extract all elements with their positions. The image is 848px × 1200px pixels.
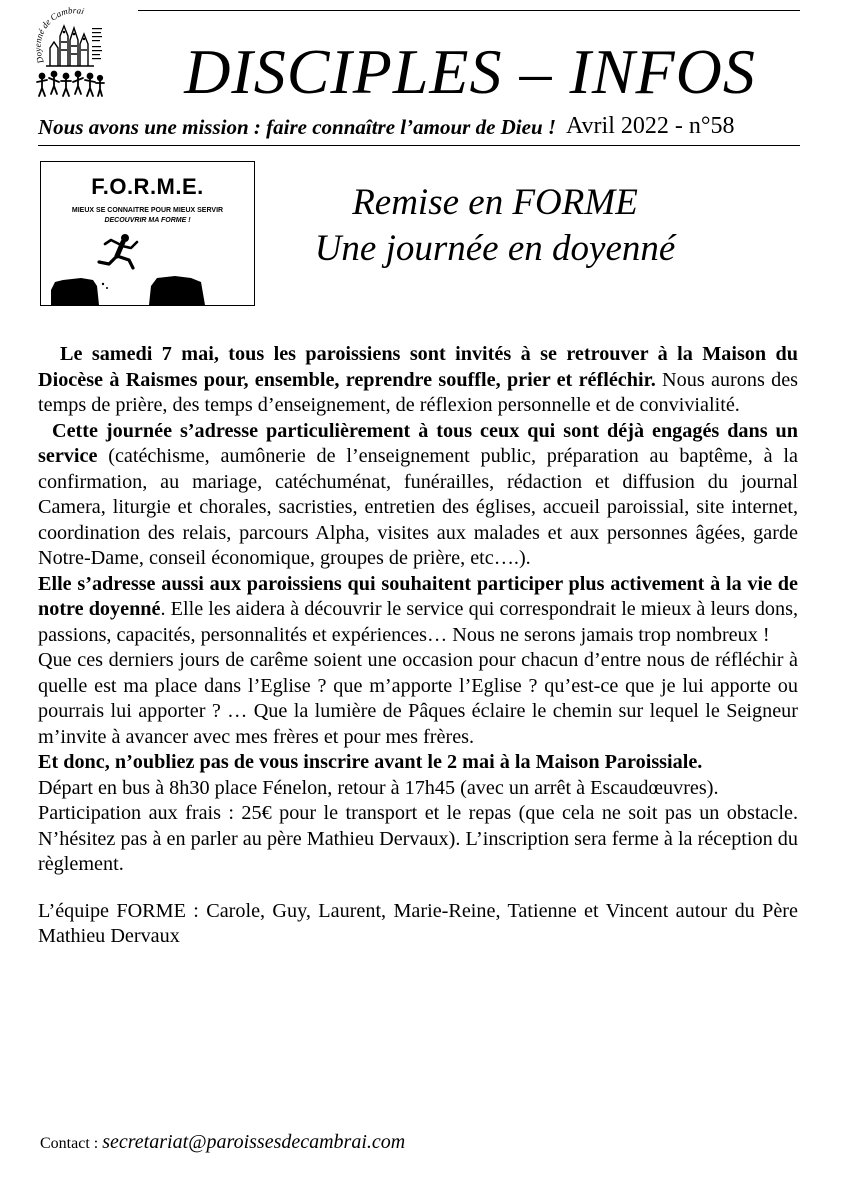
- forme-subtitle-2: DECOUVRIR MA FORME !: [104, 217, 191, 224]
- contact-line: [40, 1128, 740, 1158]
- person-jumping-gap-icon: [41, 228, 254, 305]
- paragraph-3: [38, 572, 798, 649]
- signature: L’équipe FORME : Carole, Guy, Laurent, Marie-Reine, Tatienne et Vincent autour du Père Mathieu Dervaux: [38, 899, 798, 947]
- paragraph-4: Que ces derniers jours de carême soient une occasion pour chacun d’entre nous de réfléchir à quelle est ma place dans l’Eglise ? que m’apporte l’Eglise ? qu’est-ce que je lui apporte ou pourrais lui apporter ? … Que la lumière de Pâques éclaire le chemin sur lequel le Seigneur m’invite à avancer avec mes frères et pour mes frères.: [38, 649, 798, 748]
- paragraph-6: Départ en bus à 8h30 place Fénelon, retour à 17h45 (avec un arrêt à Escaudœuvres).: [38, 776, 719, 799]
- header-bottom-rule: [38, 145, 800, 146]
- paragraph-3-bold: Elle s’adresse aussi aux paroissiens qui souhaitent participer plus activement à la vie de notre doyenné: [38, 572, 798, 620]
- paragraph-2-bold: Cette journée s’adresse particulièrement à tous ceux qui sont déjà engagés dans un service: [38, 419, 798, 467]
- paragraph-2: [38, 419, 798, 572]
- forme-logo-box: [40, 161, 255, 306]
- paragraph-7: Participation aux frais : 25€ pour le transport et le repas (que cela ne soit pas un obstacle. N’hésitez pas à en parler au père Mathieu Dervaux). L’inscription sera ferme à la réception du règlement.: [38, 802, 798, 875]
- contact-label: Contact :: [40, 1135, 103, 1152]
- issue-date-number: Avril 2022 - n°58: [566, 113, 735, 139]
- headline-line-2: Une journée en doyenné: [314, 228, 676, 269]
- paragraph-1: [38, 342, 798, 419]
- church-towers-logo-icon: [30, 4, 110, 104]
- paragraph-1-text: Nous aurons des temps de prière, des temps d’enseignement, de réflexion personnelle et de convivialité.: [38, 368, 799, 416]
- contact-email[interactable]: secretariat@paroissesdecambrai.com: [102, 1131, 406, 1153]
- forme-subtitle: MIEUX SE CONNAITRE POUR MIEUX SERVIR: [71, 207, 224, 214]
- paragraph-3-text: . Elle les aidera à découvrir le service qui correspondrait le mieux à leurs dons, passions, capacités, personnalités et expériences… Nous ne serons jamais trop nombreux !: [38, 598, 798, 646]
- paragraph-1-bold: Le samedi 7 mai, tous les paroissiens sont invités à se retrouver à la Maison du Diocèse à Raismes pour, ensemble, reprendre souffle, prier et réfléchir.: [38, 343, 798, 391]
- article-body: [38, 342, 798, 950]
- newsletter-title: DISCIPLES – INFOS: [184, 36, 756, 107]
- newsletter-motto: Nous avons une mission : faire connaître l’amour de Dieu !: [38, 115, 557, 139]
- header-top-rule: [138, 10, 800, 11]
- paragraph-5: [38, 750, 798, 776]
- paragraph-5-bold: Et donc, n’oubliez pas de vous inscrire avant le 2 mai à la Maison Paroissiale.: [38, 751, 703, 773]
- forme-title: F.O.R.M.E.: [91, 174, 204, 199]
- logo-text: Doyenné de Cambrai: [32, 5, 86, 65]
- headline-line-1: Remise en FORME: [352, 182, 638, 223]
- article-headline: [285, 180, 705, 272]
- paragraph-2-text: (catéchisme, aumônerie de l’enseignement public, préparation au baptême, à la confirmation, au mariage, catéchuménat, funérailles, rédaction et diffusion du journal Camera, liturgie et chorales, sacristies, entretien des églises, accueil paroissial, site internet, coordination des relais, parcours Alpha, visites aux malades et aux personnes âgées, garde Notre-Dame, conseil économique, groupes de prière, etc….).: [38, 445, 798, 569]
